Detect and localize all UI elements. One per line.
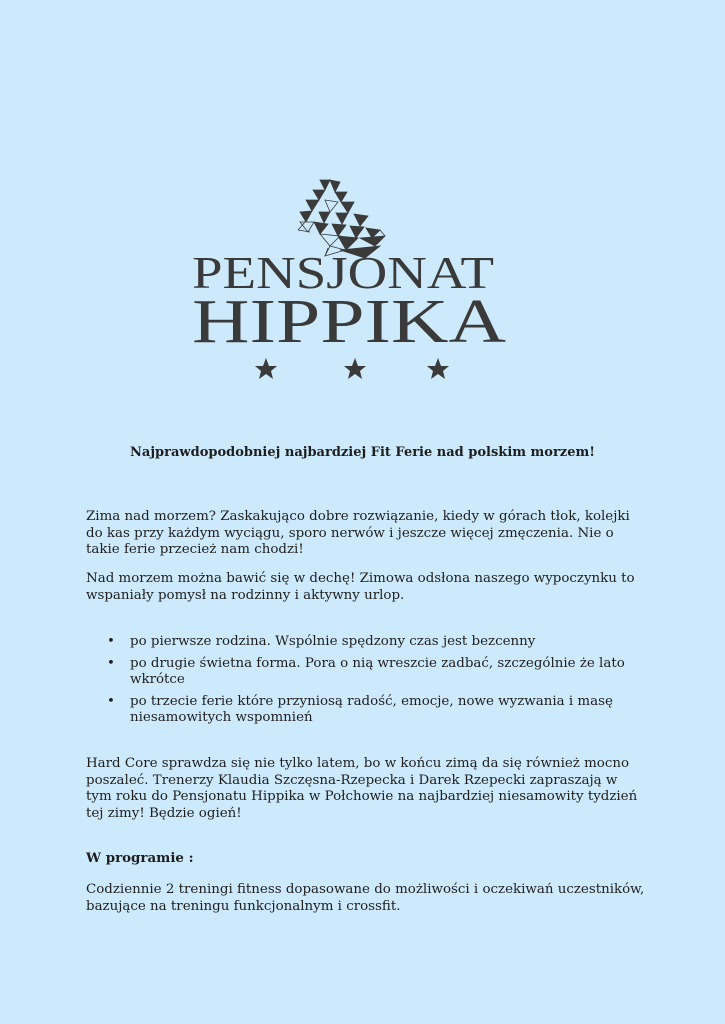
logo-line1: PENSJONAT (192, 247, 494, 298)
bullet-icon: • (107, 634, 115, 649)
list-item-text: po trzecie ferie które przyniosą radość, emocje, nowe wyzwania i masę niesamowitych wspomnień (130, 693, 613, 725)
list-item (86, 634, 646, 651)
logo-graphic (180, 170, 520, 385)
list-item (86, 694, 646, 727)
intro-paragraph: Zima nad morzem? Zaskakująco dobre rozwiązanie, kiedy w górach tłok, kolejki do kas przy każdym wyciągu, sporo nerwów i jeszcze więcej zmęczenia. Nie o takie ferie przecież nam chodzi! (86, 509, 630, 557)
trainers-paragraph: Hard Core sprawdza się nie tylko latem, bo w końcu zimą da się również mocno poszaleć. Trenerzy Klaudia Szczęsna-Rzepecka i Darek Rzepecki zapraszają w tym roku do Pensjonatu Hippika w Połchowie na najbardziej niesamowity tydzień tej zimy! Będzie ogień! (86, 756, 638, 821)
rating-stars (255, 358, 449, 379)
bullet-icon: • (107, 655, 115, 671)
headline: Najprawdopodobniej najbardziej Fit Ferie nad polskim morzem! (130, 445, 595, 460)
reasons-list (86, 634, 646, 732)
star-icon (427, 358, 449, 379)
bullet-icon: • (107, 693, 115, 709)
program-paragraph: Codziennie 2 treningi fitness dopasowane do możliwości i oczekiwań uczestników, bazujące na treningu funkcjonalnym i crossfit. (86, 882, 645, 914)
list-item-text: po drugie świetna forma. Pora o nią wreszcie zadbać, szczególnie że lato wkrótce (130, 655, 625, 687)
star-icon (344, 358, 366, 379)
seaside-paragraph: Nad morzem można bawić się w dechę! Zimowa odsłona naszego wypoczynku to wspaniały pomysł na rodzinny i aktywny urlop. (86, 571, 635, 603)
list-item (86, 656, 646, 689)
list-item-text: po pierwsze rodzina. Wspólnie spędzony czas jest bezcenny (130, 634, 536, 649)
program-heading: W programie : (86, 850, 194, 866)
logo-line2: HIPPIKA (192, 288, 507, 356)
logo (180, 170, 520, 385)
star-icon (255, 358, 277, 379)
